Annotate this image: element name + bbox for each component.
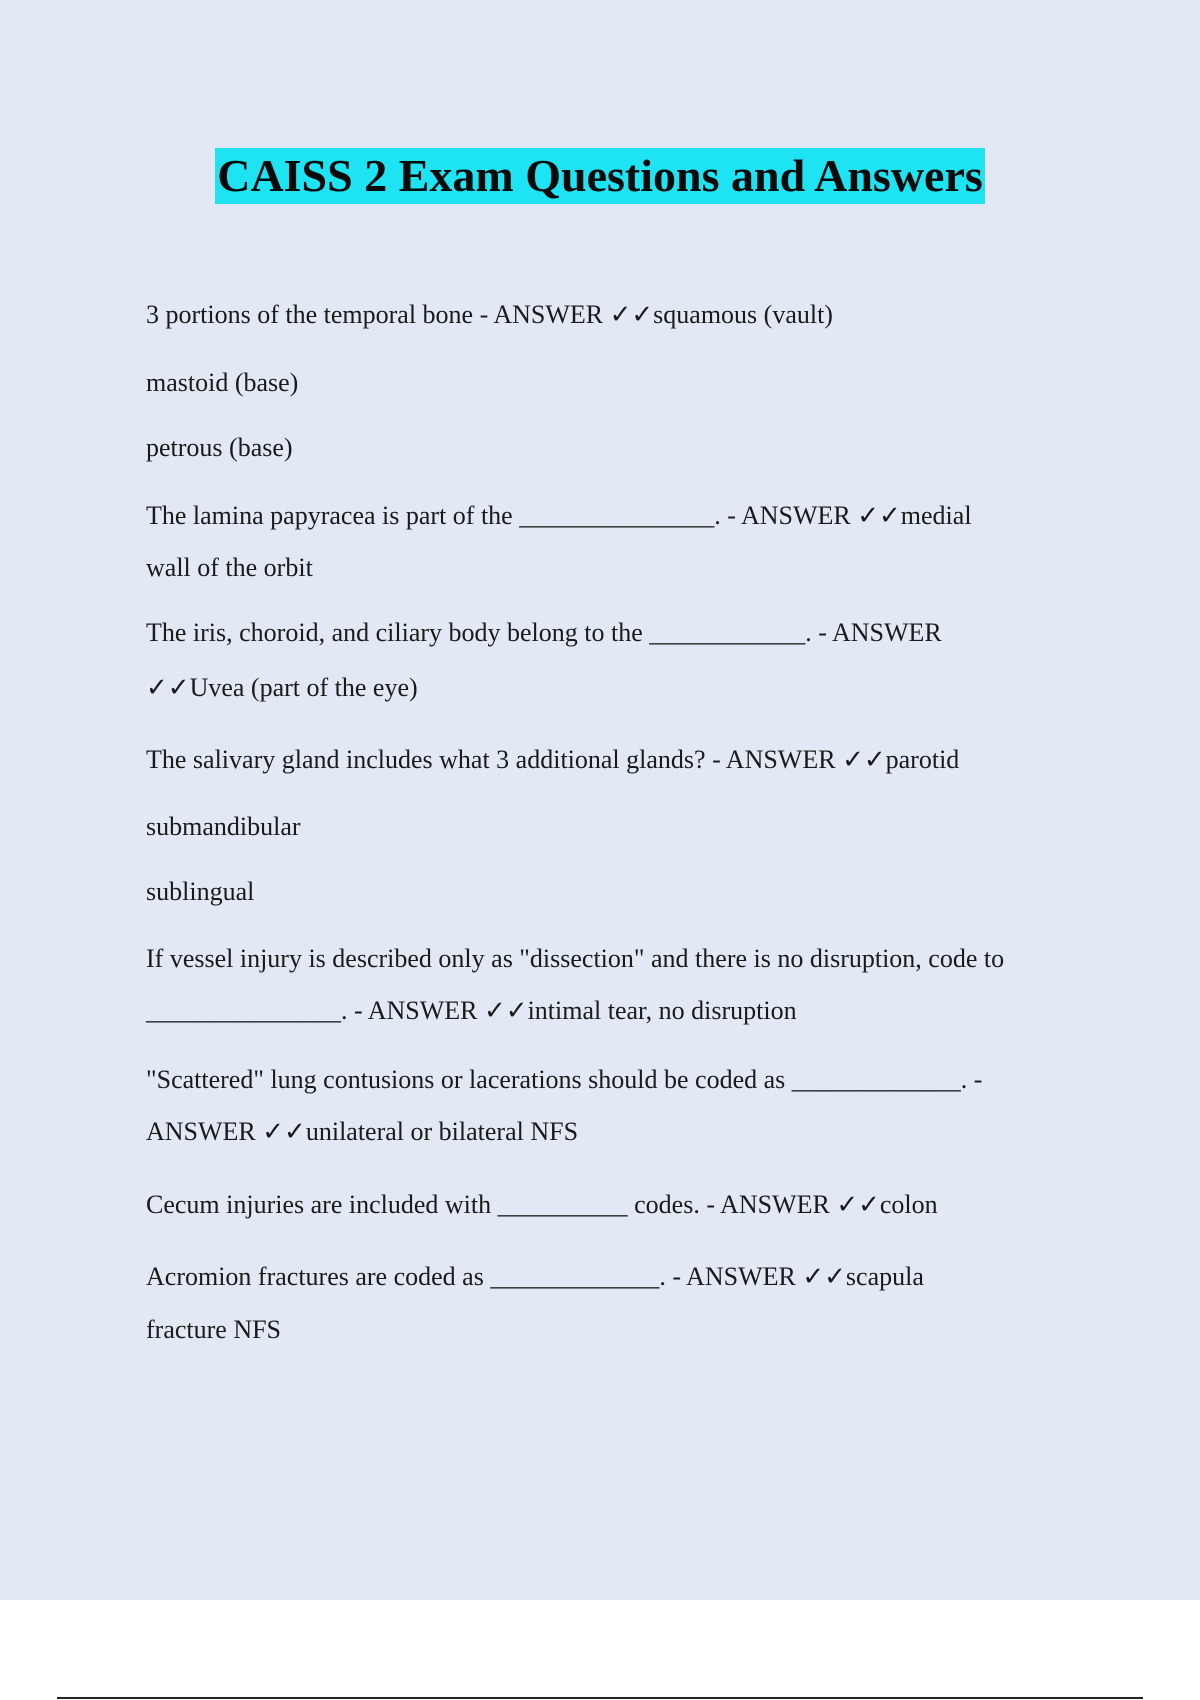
qa-line: ANSWER ✓✓unilateral or bilateral NFS: [146, 1117, 579, 1146]
qa-line: "Scattered" lung contusions or lacerations should be coded as _____________. -: [146, 1065, 983, 1094]
qa-line: sublingual: [146, 877, 255, 906]
qa-line: The salivary gland includes what 3 additional glands? - ANSWER ✓✓parotid: [146, 745, 960, 774]
page-title: CAISS 2 Exam Questions and Answers: [215, 148, 985, 204]
qa-line: 3 portions of the temporal bone - ANSWER ✓✓squamous (vault): [146, 300, 833, 329]
qa-line: petrous (base): [146, 433, 293, 462]
qa-line: _______________. - ANSWER ✓✓intimal tear, no disruption: [146, 996, 797, 1025]
qa-line: wall of the orbit: [146, 553, 313, 582]
footer-divider: [57, 1697, 1143, 1699]
qa-line: The iris, choroid, and ciliary body belong to the ____________. - ANSWER: [146, 618, 942, 647]
qa-line: If vessel injury is described only as "dissection" and there is no disruption, code to: [146, 944, 1005, 973]
qa-line: The lamina papyracea is part of the _______________. - ANSWER ✓✓medial: [146, 501, 972, 530]
title-container: [0, 148, 1200, 204]
qa-line: submandibular: [146, 812, 301, 841]
qa-line: ✓✓Uvea (part of the eye): [146, 673, 418, 702]
qa-line: Cecum injuries are included with __________ codes. - ANSWER ✓✓colon: [146, 1190, 938, 1219]
qa-line: fracture NFS: [146, 1315, 282, 1344]
qa-line: mastoid (base): [146, 368, 299, 397]
qa-line: Acromion fractures are coded as _____________. - ANSWER ✓✓scapula: [146, 1262, 924, 1291]
